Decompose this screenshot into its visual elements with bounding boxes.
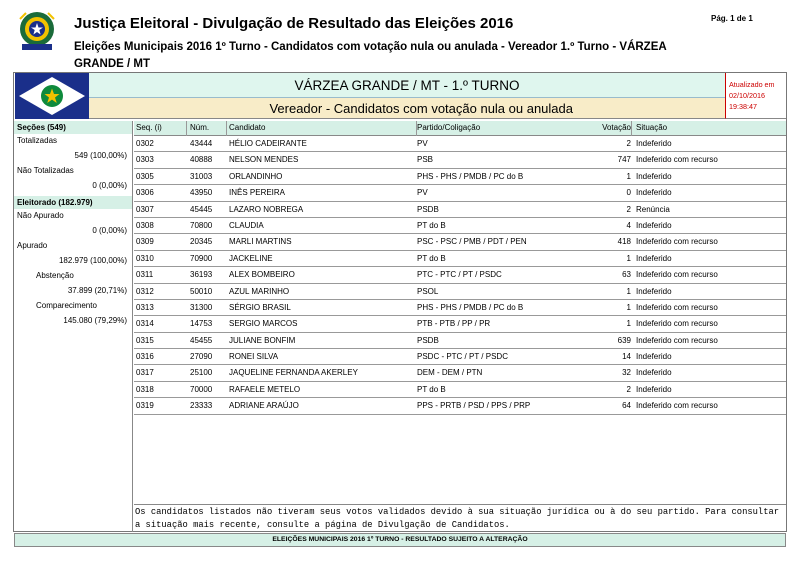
cell-party: PHS - PHS / PMDB / PC do B [417, 302, 524, 312]
table-row [134, 202, 786, 218]
cell-candidate: ADRIANE ARAÚJO [229, 401, 299, 411]
cell-votes: 1 [626, 302, 631, 312]
updated-date: 02/10/2016 [729, 91, 765, 100]
table-row [134, 234, 786, 250]
cell-status: Indeferido [636, 188, 672, 198]
cell-num: 31300 [190, 302, 213, 312]
cell-num: 43950 [190, 188, 213, 198]
cell-candidate: RONEI SILVA [229, 352, 279, 362]
table-row [134, 333, 786, 349]
nao-totalizadas-value: 0 (0,00%) [92, 181, 127, 190]
cell-num: 36193 [190, 270, 213, 280]
cell-party: PT do B [417, 220, 446, 230]
cell-party: PSDB [417, 335, 439, 345]
cell-party: PTB - PTB / PP / PR [417, 319, 491, 329]
apurado-value: 182.979 (100,00%) [58, 256, 127, 265]
cell-party: DEM - DEM / PTN [417, 368, 483, 378]
column-divider [631, 121, 632, 136]
note-divider [134, 504, 786, 505]
column-header-votacao: Votação [602, 123, 631, 132]
cell-status: Indeferido com recurso [636, 155, 718, 165]
totalizadas-label: Totalizadas [17, 136, 58, 145]
cell-num: 25100 [190, 368, 213, 378]
cell-num: 27090 [190, 352, 213, 362]
eleitorado-title: Eleitorado (182.979) [14, 196, 132, 209]
table-row [134, 136, 786, 152]
comparecimento-label: Comparecimento [36, 301, 97, 310]
cell-candidate: ORLANDINHO [229, 171, 283, 181]
cell-party: PV [417, 188, 428, 198]
cell-num: 43444 [190, 139, 213, 148]
cell-seq: 0311 [136, 270, 154, 280]
table-row [134, 267, 786, 283]
disclaimer-note: Os candidatos listados não tiveram seus votos validados devido à sua situação jurídica ou à do seu partido. Para consultar a situação mais recente, consulte a página de Divulgação de Candidatos. [135, 507, 780, 530]
page-number: Pág. 1 de 1 [711, 14, 753, 23]
cell-candidate: RAFAELE METELO [229, 384, 301, 394]
column-divider [416, 121, 417, 136]
cell-candidate: INÊS PEREIRA [229, 188, 286, 198]
report-subtitle: Eleições Municipais 2016 1º Turno - Candidatos com votação nula ou anulada - Vereador 1.º Turno - VÁRZEA GRANDE / MT [74, 41, 667, 70]
nao-apurado-label: Não Apurado [17, 211, 64, 220]
cell-status: Indeferido com recurso [636, 237, 718, 247]
secoes-title: Seções (549) [14, 121, 132, 134]
apurado-label: Apurado [17, 241, 48, 250]
cell-votes: 63 [622, 270, 631, 280]
cell-candidate: AZUL MARINHO [229, 286, 290, 296]
table-row [134, 398, 786, 414]
cell-status: Indeferido [636, 286, 672, 296]
cell-seq: 0319 [136, 401, 154, 411]
cell-seq: 0316 [136, 352, 154, 362]
cell-status: Indeferido [636, 139, 672, 148]
location-banner: VÁRZEA GRANDE / MT - 1.º TURNO [89, 73, 725, 98]
table-header [134, 121, 786, 136]
cell-seq: 0306 [136, 188, 154, 198]
cell-party: PSOL [417, 286, 439, 296]
cell-num: 40888 [190, 155, 213, 165]
cell-seq: 0315 [136, 335, 154, 345]
column-header-seq: Seq. (i) [136, 123, 162, 132]
cell-party: PSDC - PTC / PT / PSDC [417, 352, 508, 362]
cell-candidate: JAQUELINE FERNANDA AKERLEY [229, 368, 358, 378]
column-divider [186, 121, 187, 136]
table-row [134, 300, 786, 316]
report-footer: ELEIÇÕES MUNICIPAIS 2016 1º TURNO - RESULTADO SUJEITO A ALTERAÇÃO [14, 533, 786, 547]
cell-candidate: NELSON MENDES [229, 155, 299, 165]
cell-votes: 64 [622, 401, 631, 411]
cell-party: PSB [417, 155, 434, 165]
mato-grosso-flag-icon [15, 73, 89, 119]
cell-candidate: SERGIO MARCOS [229, 319, 298, 329]
cell-seq: 0305 [136, 171, 154, 181]
table-row [134, 169, 786, 185]
cell-seq: 0309 [136, 237, 154, 247]
cell-party: PTC - PTC / PT / PSDC [417, 270, 502, 280]
cell-num: 70900 [190, 253, 213, 263]
cell-num: 70800 [190, 220, 213, 230]
cell-party: PSDB [417, 204, 439, 214]
totalizadas-value: 549 (100,00%) [74, 151, 127, 160]
cell-party: PT do B [417, 384, 446, 394]
candidates-table [134, 121, 786, 415]
nao-totalizadas-label: Não Totalizadas [17, 166, 74, 175]
abstencao-label: Abstenção [36, 271, 74, 280]
cell-num: 23333 [190, 401, 213, 411]
cell-votes: 2 [626, 384, 631, 394]
cell-num: 31003 [190, 171, 213, 181]
cell-candidate: JULIANE BONFIM [229, 335, 296, 345]
cell-status: Indeferido [636, 368, 672, 378]
cell-seq: 0303 [136, 155, 154, 165]
cell-num: 50010 [190, 286, 213, 296]
report-header [0, 0, 799, 72]
cell-votes: 418 [617, 237, 631, 247]
table-row [134, 365, 786, 381]
cell-votes: 1 [626, 286, 631, 296]
column-header-candidato: Candidato [229, 123, 266, 132]
table-row [134, 218, 786, 234]
cell-seq: 0313 [136, 302, 154, 312]
cell-status: Indeferido com recurso [636, 302, 718, 312]
cell-status: Indeferido [636, 384, 672, 394]
cell-status: Indeferido [636, 352, 672, 362]
cell-votes: 639 [617, 335, 631, 345]
column-header-num: Núm. [190, 123, 210, 132]
cell-status: Indeferido [636, 171, 672, 181]
cell-votes: 32 [622, 368, 631, 378]
updated-label: Atualizado em [729, 80, 775, 89]
cell-seq: 0310 [136, 253, 154, 263]
cell-num: 14753 [190, 319, 213, 329]
comparecimento-value: 145.080 (79,29%) [63, 316, 127, 325]
column-divider [226, 121, 227, 136]
cell-votes: 0 [626, 188, 631, 198]
nao-apurado-value: 0 (0,00%) [92, 226, 127, 235]
table-row [134, 382, 786, 398]
coat-of-arms-icon [16, 9, 58, 55]
cell-party: PHS - PHS / PMDB / PC do B [417, 171, 524, 181]
table-row [134, 284, 786, 300]
cell-candidate: JACKELINE [229, 253, 273, 263]
report-title: Justiça Eleitoral - Divulgação de Resultado das Eleições 2016 [74, 15, 514, 32]
cell-status: Indeferido com recurso [636, 401, 718, 411]
cell-party: PT do B [417, 253, 446, 263]
table-row [134, 316, 786, 332]
column-header-situacao: Situação [636, 123, 668, 132]
cell-votes: 1 [626, 319, 631, 329]
cell-votes: 4 [626, 220, 631, 230]
cell-votes: 14 [622, 352, 631, 362]
cell-status: Indeferido [636, 253, 672, 263]
cell-status: Renúncia [636, 204, 670, 214]
cell-status: Indeferido [636, 220, 672, 230]
table-row [134, 185, 786, 201]
cell-seq: 0308 [136, 220, 154, 230]
cell-votes: 1 [626, 171, 631, 181]
cell-candidate: CLAUDIA [229, 220, 264, 230]
cell-status: Indeferido com recurso [636, 270, 718, 280]
table-row [134, 251, 786, 267]
cell-candidate: MARLI MARTINS [229, 237, 292, 247]
summary-sidebar [14, 121, 133, 532]
cell-party: PSC - PSC / PMB / PDT / PEN [417, 237, 527, 247]
cell-party: PPS - PRTB / PSD / PPS / PRP [417, 401, 531, 411]
cell-party: PV [417, 139, 428, 148]
cell-candidate: SÉRGIO BRASIL [229, 302, 291, 312]
cell-num: 45455 [190, 335, 213, 345]
cell-votes: 747 [617, 155, 631, 165]
updated-time: 19:38:47 [729, 102, 757, 111]
cell-status: Indeferido com recurso [636, 319, 718, 329]
cell-num: 45445 [190, 204, 213, 214]
cell-seq: 0307 [136, 204, 154, 214]
table-row [134, 152, 786, 168]
cell-num: 20345 [190, 237, 213, 247]
cell-seq: 0314 [136, 319, 154, 329]
cell-votes: 1 [626, 253, 631, 263]
cell-seq: 0312 [136, 286, 154, 296]
cell-votes: 2 [626, 139, 631, 148]
cell-num: 70000 [190, 384, 213, 394]
cell-votes: 2 [626, 204, 631, 214]
cell-seq: 0318 [136, 384, 154, 394]
cell-candidate: LAZARO NOBREGA [229, 204, 304, 214]
abstencao-value: 37.899 (20,71%) [67, 286, 127, 295]
cell-seq: 0317 [136, 368, 154, 378]
column-header-partido: Partido/Coligação [417, 123, 481, 132]
cell-candidate: HÉLIO CADEIRANTE [229, 139, 307, 148]
description-banner: Vereador - Candidatos com votação nula ou anulada [89, 98, 725, 119]
table-body [134, 136, 786, 415]
cell-status: Indeferido com recurso [636, 335, 718, 345]
cell-seq: 0302 [136, 139, 154, 148]
table-row [134, 349, 786, 365]
updated-stamp [725, 73, 786, 119]
cell-candidate: ALEX BOMBEIRO [229, 270, 295, 280]
